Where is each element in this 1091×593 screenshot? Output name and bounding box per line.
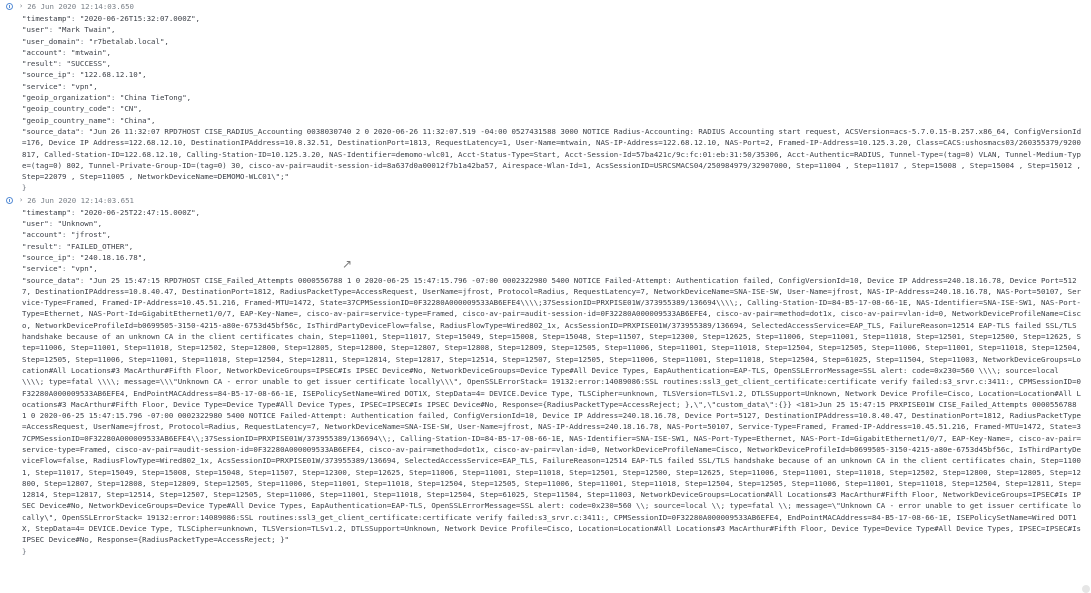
field-key: "account" (22, 230, 63, 240)
field-key: "user" (22, 219, 49, 229)
json-field: "account": "mtwain", (22, 47, 111, 57)
field-key: "result" (22, 59, 58, 69)
field-value: "jfrost", (70, 230, 111, 240)
log-entry (6, 194, 1082, 557)
field-key: "geoip_organization" (22, 93, 111, 103)
field-key: "source_ip" (22, 252, 71, 262)
log-viewer (6, 0, 1082, 557)
field-key: "account" (22, 47, 63, 57)
field-value: "Mark Twain", (57, 25, 116, 35)
field-value: "Unknown", (57, 219, 103, 229)
json-field: "geoip_country_code": "CN", (22, 104, 143, 114)
field-value: "240.18.16.78", (79, 252, 147, 262)
field-value: "r7betalab.local", (88, 36, 169, 46)
field-key: "source_data" (22, 126, 80, 136)
chevron-down-icon[interactable]: › (19, 2, 24, 10)
log-entry (6, 0, 1082, 194)
field-key: "result" (22, 241, 58, 251)
field-value: "CN", (119, 104, 143, 114)
field-value: "122.68.12.10", (79, 70, 147, 80)
entry-timestamp: 26 Jun 2020 12:14:03.650 (27, 2, 135, 11)
source-data-field: "source_data": "Jun 25 15:47:15 RPD7HOST CISE_Failed_Attempts 0000556788 1 0 2020-06-25 15:47:15.796 -07:00 0002322980 5400 NOTICE Failed-Attempt: Authentication failed, ConfigVersionId=10, Device IP Address=240.18.16.78, Device Port=5127, DestinationIPAddress=10.8.40.47, DestinationPort=1812, RadiusPacketType=AccessRequest, UserName=jfrost, Protocol=Radius, RequestLatency=7, NetworkDeviceName=SNA-ISE-SW, User-Name=jfrost, NAS-IP-Address=240.18.16.78, NAS-Port=50107, Service-Type=Framed, Framed-IP-Address=10.45.51.216, Framed-MTU=1472, State=37CPMSessionID=0F32280A000009533AB6EFE4\\\\;37SessionID=PRXPISE01W/373955389/136694\\\\;, Calling-Station-ID=84-B5-17-08-66-1E, NAS-Identifier=SNA-ISE-SW1, NAS-Port-Type=Ethernet, NAS-Port-Id=GigabitEthernet1/0/7, EAP-Key-Name=, cisco-av-pair=service-type=Framed, cisco-av-pair=audit-session-id=0F32280A000009533AB6EFE4, cisco-av-pair=method=dot1x, cisco-av-pair=vlan-id=0, NetworkDeviceProfileName=Cisco, NetworkDeviceProfileId=b0699505-3150-4215-a80e-6753d45bf56c, IsThirdPartyDeviceFlow=false, RadiusFlowType=Wired802_1x, AcsSessionID=PRXPISE01W/373955389/136694, SelectedAccessService=EAP_TLS, FailureReason=12514 EAP-TLS failed SSL/TLS handshake because of an unknown CA in the client certificates chain, Step=11001, Step=11017, Step=15049, Step=15008, Step=15048, Step=11507, Step=12300, Step=12625, Step=11006, Step=11001, Step=11018, Step=12501, Step=12500, Step=12625, Step=11006, Step=11001, Step=11018, Step=12502, Step=12800, Step=12805, Step=12800, Step=12807, Step=12808, Step=12809, Step=12505, Step=11006, Step=11001, Step=11018, Step=12504, Step=12505, Step=11006, Step=11001, Step=11018, Step=12504, Step=12505, Step=11006, Step=11001, Step=11018, Step=12504, Step=12811, Step=12814, Step=12817, Step=12514, Step=12507, Step=12505, Step=11006, Step=11001, Step=11018, Step=12504, Step=61025, Step=11504, Step=11003, NetworkDeviceGroups=Location#All Locations#3 MacArthur#Fifth Floor, NetworkDeviceGroups=IPSEC#Is IPSEC Device#No, NetworkDeviceGroups=Device Type#All Device Types, EapAuthentication=EAP-TLS, OpenSSLErrorMessage=SSL alert: code=0x230=560 \\\\; source=local \\\\; type=fatal \\\\; message=\\\"Unknown CA - error unable to get issuer certificate locally\\\", OpenSSLErrorStack= 19132:error:14089086:SSL routines:ssl3_get_client_certificate:certificate verify failed:s3_srvr.c:3411:, CPMSessionID=0F32280A000009533AB6EFE4, EndPointMACAddress=84-B5-17-08-66-1E, ISEPolicySetName=Wired DOT1X, StepData=4= DEVICE.Device Type, TLSCipher=unknown, TLSVersion=TLSv1.2, DTLSSupport=Unknown, Network Device Profile=Cisco, Location=Location#All Locations#3 MacArthur#Fifth Floor, Device Type=Device Type#All Device Types, IPSEC=IPSEC#Is IPSEC Device#No, Response={RadiusPacketType=AccessReject; },\",\"custom_data\":{}} <181>Jun 25 15:47:15 PRXPISE01W CISE_Failed_Attempts 0000556788 1 0 2020-06-25 15:47:15.796 -07:00 0002322980 5400 NOTICE Failed-Attempt: Authentication failed, ConfigVersionId=10, Device IP Address=240.18.16.78, Device Port=5127, DestinationIPAddress=10.8.40.47, DestinationPort=1812, RadiusPacketType=AccessRequest, UserName=jfrost, Protocol=Radius, RequestLatency=7, NetworkDeviceName=SNA-ISE-SW, User-Name=jfrost, NAS-IP-Address=240.18.16.78, NAS-Port=50107, Service-Type=Framed, Framed-IP-Address=10.45.51.216, Framed-MTU=1472, State=37CPMSessionID=0F32280A000009533AB6EFE4\\;37SessionID=PRXPISE01W/373955389/136694\\;, Calling-Station-ID=84-B5-17-08-66-1E, NAS-Identifier=SNA-ISE-SW1, NAS-Port-Type=Ethernet, NAS-Port-Id=GigabitEthernet1/0/7, EAP-Key-Name=, cisco-av-pair=service-type=Framed, cisco-av-pair=audit-session-id=0F32280A000009533AB6EFE4, cisco-av-pair=method=dot1x, cisco-av-pair=vlan-id=0, NetworkDeviceProfileName=Cisco, NetworkDeviceProfileId=b0699505-3150-4215-a80e-6753d45bf56c, IsThirdPartyDeviceFlow=false, RadiusFlowType=Wired802_1x, AcsSessionID=PRXPISE01W/373955389/136694, SelectedAccessService=EAP_TLS, FailureReason=12514 EAP-TLS failed SSL/TLS handshake because of an unknown CA in the client certificates chain, Step=11001, Step=11017, Step=15049, Step=15008, Step=15048, Step=11507, Step=12300, Step=12625, Step=11006, Step=11001, Step=11018, Step=12501, Step=12500, Step=12625, Step=11006, Step=11001, Step=11018, Step=12502, Step=12800, Step=12805, Step=12800, Step=12807, Step=12808, Step=12809, Step=12505, Step=11006, Step=11001, Step=11018, Step=12504, Step=12505, Step=11006, Step=11001, Step=11018, Step=12504, Step=12505, Step=11006, Step=11001, Step=11018, Step=12504, Step=12811, Step=12814, Step=12817, Step=12514, Step=12507, Step=12505, Step=11006, Step=11001, Step=11018, Step=12504, Step=61025, Step=11504, Step=11003, NetworkDeviceGroups=Location#All Locations#3 MacArthur#Fifth Floor, NetworkDeviceGroups=IPSEC#Is IPSEC Device#No, NetworkDeviceGroups=Device Type#All Device Types, EapAuthentication=EAP-TLS, OpenSSLErrorMessage=SSL alert: code=0x230=560 \\; source=local \\; type=fatal \\; message=\"Unknown CA - error unable to get issuer certificate locally\", OpenSSLErrorStack= 19132:error:14089086:SSL routines:ssl3_get_client_certificate:certificate verify failed:s3_srvr.c:3411:, CPMSessionID=0F32280A000009533AB6EFE4, EndPointMACAddress=84-B5-17-08-66-1E, ISEPolicySetName=Wired DOT1X, StepData=4= DEVICE.Device Type, TLSCipher=unknown, TLSVersion=TLSv1.2, DTLSSupport=Unknown, Network Device Profile=Cisco, Location=Location#All Locations#3 MacArthur#Fifth Floor, Device Type=Device Type#All Device Types, IPSEC=IPSEC#Is IPSEC Device#No, Response={RadiusPacketType=AccessReject; }" (22, 275, 1081, 545)
mouse-cursor-icon: ↗ (342, 257, 353, 271)
json-field: "geoip_country_name": "China", (22, 115, 156, 125)
entry-header[interactable] (6, 194, 1082, 207)
field-value: "Jun 26 11:32:07 RPD7HOST CISE_RADIUS_Accounting 0038030740 2 0 2020-06-26 11:32:07.519 -04:00 0527431588 3000 NOTICE Radius-Accounting: RADIUS Accounting start request, ACSVersion=acs-5.7.0.15-B.257.x86_64, ConfigVersionId=176, Device IP Address=122.68.12.10, DestinationIPAddress=10.8.32.51, DestinationPort=1813, RequestLatency=1, User-Name=mtwain, NAS-IP-Address=122.68.12.10, NAS-Port=2, Framed-IP-Address=10.125.3.20, Class=CACS:ushosmacs03/260355379/9200817, Called-Station-ID=122.68.12.10, Calling-Station-ID=10.125.3.20, NAS-Identifier=demomo-wlc01, Acct-Status-Type=Start, Acct-Session-Id=57ba421c/9c:fc:01:eb:31:50/35306, Acct-Authentic=RADIUS, Tunnel-Type=(tag=0) VLAN, Tunnel-Medium-Type=(tag=0) 802, Tunnel-Private-Group-ID=(tag=0) 30, cisco-av-pair=audit-session-id=8a637d0a00012f7b1a42ba57, Airespace-Wlan-Id=1, AcsSessionID=USRCSMACS04/250984979/32907000, Step=11004 , Step=11017 , Step=15008 , Step=15004 , Step=15012 , Step=22079 , Step=11005 , NetworkDeviceName=DEMOMO-WLC01\";" (22, 126, 1082, 182)
field-value: "vpn", (70, 264, 98, 274)
field-key: "timestamp" (22, 14, 71, 23)
entry-header[interactable] (6, 0, 1082, 13)
json-field: "service": "vpn", (22, 81, 98, 91)
info-circle-icon[interactable] (6, 3, 13, 10)
json-field: "user_domain": "r7betalab.local", (22, 36, 169, 46)
field-value: "Jun 25 15:47:15 RPD7HOST CISE_Failed_Attempts 0000556788 1 0 2020-06-25 15:47:15.796 -07:00 0002322980 5400 NOTICE Failed-Attempt: Authentication failed, ConfigVersionId=10, Device IP Address=240.18.16.78, Device Port=5127, DestinationIPAddress=10.8.40.47, DestinationPort=1812, RadiusPacketType=AccessRequest, UserName=jfrost, Protocol=Radius, RequestLatency=7, NetworkDeviceName=SNA-ISE-SW, User-Name=jfrost, NAS-IP-Address=240.18.16.78, NAS-Port=50107, Service-Type=Framed, Framed-IP-Address=10.45.51.216, Framed-MTU=1472, State=37CPMSessionID=0F32280A000009533AB6EFE4\\\\;37SessionID=PRXPISE01W/373955389/136694\\\\;, Calling-Station-ID=84-B5-17-08-66-1E, NAS-Identifier=SNA-ISE-SW1, NAS-Port-Type=Ethernet, NAS-Port-Id=GigabitEthernet1/0/7, EAP-Key-Name=, cisco-av-pair=service-type=Framed, cisco-av-pair=audit-session-id=0F32280A000009533AB6EFE4, cisco-av-pair=method=dot1x, cisco-av-pair=vlan-id=0, NetworkDeviceProfileName=Cisco, NetworkDeviceProfileId=b0699505-3150-4215-a80e-6753d45bf56c, IsThirdPartyDeviceFlow=false, RadiusFlowType=Wired802_1x, AcsSessionID=PRXPISE01W/373955389/136694, SelectedAccessService=EAP_TLS, FailureReason=12514 EAP-TLS failed SSL/TLS handshake because of an unknown CA in the client certificates chain, Step=11001, Step=11017, Step=15049, Step=15008, Step=15048, Step=11507, Step=12300, Step=12625, Step=11006, Step=11001, Step=11018, Step=12501, Step=12500, Step=12625, Step=11006, Step=11001, Step=11018, Step=12502, Step=12800, Step=12805, Step=12800, Step=12807, Step=12808, Step=12809, Step=12505, Step=11006, Step=11001, Step=11018, Step=12504, Step=12505, Step=11006, Step=11001, Step=11018, Step=12504, Step=12505, Step=11006, Step=11001, Step=11018, Step=12504, Step=12811, Step=12814, Step=12817, Step=12514, Step=12507, Step=12505, Step=11006, Step=11001, Step=11018, Step=12504, Step=61025, Step=11504, Step=11003, NetworkDeviceGroups=Location#All Locations#3 MacArthur#Fifth Floor, NetworkDeviceGroups=IPSEC#Is IPSEC Device#No, NetworkDeviceGroups=Device Type#All Device Types, EapAuthentication=EAP-TLS, OpenSSLErrorMessage=SSL alert: code=0x230=560 \\\\; source=local \\\\; type=fatal \\\\; message=\\\"Unknown CA - error unable to get issuer certificate locally\\\", OpenSSLErrorStack= 19132:error:14089086:SSL routines:ssl3_get_client_certificate:certificate verify failed:s3_srvr.c:3411:, CPMSessionID=0F32280A000009533AB6EFE4, EndPointMACAddress=84-B5-17-08-66-1E, ISEPolicySetName=Wired DOT1X, StepData=4= DEVICE.Device Type, TLSCipher=unknown, TLSVersion=TLSv1.2, DTLSSupport=Unknown, Network Device Profile=Cisco, Location=Location#All Locations#3 MacArthur#Fifth Floor, Device Type=Device Type#All Device Types, IPSEC=IPSEC#Is IPSEC Device#No, Response={RadiusPacketType=AccessReject; },\",\"custom_data\":{}} <181>Jun 25 15:47:15 PRXPISE01W CISE_Failed_Attempts 0000556788 1 0 2020-06-25 15:47:15.796 -07:00 0002322980 5400 NOTICE Failed-Attempt: Authentication failed, ConfigVersionId=10, Device IP Address=240.18.16.78, Device Port=5127, DestinationIPAddress=10.8.40.47, DestinationPort=1812, RadiusPacketType=AccessRequest, UserName=jfrost, Protocol=Radius, RequestLatency=7, NetworkDeviceName=SNA-ISE-SW, User-Name=jfrost, NAS-IP-Address=240.18.16.78, NAS-Port=50107, Service-Type=Framed, Framed-IP-Address=10.45.51.216, Framed-MTU=1472, State=37CPMSessionID=0F32280A000009533AB6EFE4\\;37SessionID=PRXPISE01W/373955389/136694\\;, Calling-Station-ID=84-B5-17-08-66-1E, NAS-Identifier=SNA-ISE-SW1, NAS-Port-Type=Ethernet, NAS-Port-Id=GigabitEthernet1/0/7, EAP-Key-Name=, cisco-av-pair=service-type=Framed, cisco-av-pair=audit-session-id=0F32280A000009533AB6EFE4, cisco-av-pair=method=dot1x, cisco-av-pair=vlan-id=0, NetworkDeviceProfileName=Cisco, NetworkDeviceProfileId=b0699505-3150-4215-a80e-6753d45bf56c, IsThirdPartyDeviceFlow=false, RadiusFlowType=Wired802_1x, AcsSessionID=PRXPISE01W/373955389/136694, SelectedAccessService=EAP_TLS, FailureReason=12514 EAP-TLS failed SSL/TLS handshake because of an unknown CA in the client certificates chain, Step=11001, Step=11017, Step=15049, Step=15008, Step=15048, Step=11507, Step=12300, Step=12625, Step=11006, Step=11001, Step=11018, Step=12501, Step=12500, Step=12625, Step=11006, Step=11001, Step=11018, Step=12502, Step=12800, Step=12805, Step=12800, Step=12807, Step=12808, Step=12809, Step=12505, Step=11006, Step=11001, Step=11018, Step=12504, Step=12505, Step=11006, Step=11001, Step=11018, Step=12504, Step=12505, Step=11006, Step=11001, Step=11018, Step=12504, Step=12811, Step=12814, Step=12817, Step=12514, Step=12507, Step=12505, Step=11006, Step=11001, Step=11018, Step=12504, Step=61025, Step=11504, Step=11003, NetworkDeviceGroups=Location#All Locations#3 MacArthur#Fifth Floor, NetworkDeviceGroups=IPSEC#Is IPSEC Device#No, NetworkDeviceGroups=Device Type#All Device Types, EapAuthentication=EAP-TLS, OpenSSLErrorMessage=SSL alert: code=0x230=560 \\; source=local \\; type=fatal \\; message=\"Unknown CA - error unable to get issuer certificate locally\", OpenSSLErrorStack= 19132:error:14089086:SSL routines:ssl3_get_client_certificate:certificate verify failed:s3_srvr.c:3411:, CPMSessionID=0F32280A000009533AB6EFE4, EndPointMACAddress=84-B5-17-08-66-1E, ISEPolicySetName=Wired DOT1X, StepData=4= DEVICE.Device Type, TLSCipher=unknown, TLSVersion=TLSv1.2, DTLSSupport=Unknown, Network Device Profile=Cisco, Location=Location#All Locations#3 MacArthur#Fifth Floor, Device Type=Device Type#All Device Types, IPSEC=IPSEC#Is IPSEC Device#No, Response={RadiusPacketType=AccessReject; }" (22, 275, 1081, 545)
json-field: "source_ip": "240.18.16.78", (22, 252, 147, 262)
field-key: "source_ip" (22, 70, 71, 80)
scrollbar[interactable] (1082, 0, 1091, 593)
field-value: "mtwain", (70, 47, 111, 57)
json-field: "timestamp": "2020-06-25T22:47:15.000Z", (22, 207, 200, 217)
field-value: "FAILED_OTHER", (66, 241, 134, 251)
field-key: "timestamp" (22, 207, 71, 217)
field-key: "geoip_country_code" (22, 104, 111, 114)
entry-timestamp: 26 Jun 2020 12:14:03.651 (27, 195, 135, 205)
field-value: "vpn", (70, 81, 98, 91)
field-value: "China TieTong", (119, 93, 192, 103)
field-value: "2020-06-25T22:47:15.000Z", (79, 207, 200, 217)
info-circle-icon[interactable] (6, 197, 13, 204)
json-field: "user": "Mark Twain", (22, 25, 116, 35)
json-field: "timestamp": "2020-06-26T15:32:07.000Z", (22, 14, 200, 23)
json-field: "result": "SUCCESS", (22, 59, 112, 69)
field-value: "China", (119, 115, 156, 125)
scroll-thumb[interactable] (1082, 585, 1090, 593)
json-field: "user": "Unknown", (22, 219, 103, 229)
field-key: "service" (22, 264, 63, 274)
json-field: "service": "vpn", (22, 264, 98, 274)
chevron-down-icon[interactable]: › (19, 195, 24, 204)
field-key: "service" (22, 81, 63, 91)
field-key: "user" (22, 25, 49, 35)
field-value: "2020-06-26T15:32:07.000Z", (79, 14, 200, 23)
source-data-field: "source_data": "Jun 26 11:32:07 RPD7HOST CISE_RADIUS_Accounting 0038030740 2 0 2020-06-26 11:32:07.519 -04:00 0527431588 3000 NOTICE Radius-Accounting: RADIUS Accounting start request, ACSVersion=acs-5.7.0.15-B.257.x86_64, ConfigVersionId=176, Device IP Address=122.68.12.10, DestinationIPAddress=10.8.32.51, DestinationPort=1813, RequestLatency=1, User-Name=mtwain, NAS-IP-Address=122.68.12.10, NAS-Port=2, Framed-IP-Address=10.125.3.20, Class=CACS:ushosmacs03/260355379/9200817, Called-Station-ID=122.68.12.10, Calling-Station-ID=10.125.3.20, NAS-Identifier=demomo-wlc01, Acct-Status-Type=Start, Acct-Session-Id=57ba421c/9c:fc:01:eb:31:50/35306, Acct-Authentic=RADIUS, Tunnel-Type=(tag=0) VLAN, Tunnel-Medium-Type=(tag=0) 802, Tunnel-Private-Group-ID=(tag=0) 30, cisco-av-pair=audit-session-id=8a637d0a00012f7b1a42ba57, Airespace-Wlan-Id=1, AcsSessionID=USRCSMACS04/250984979/32907000, Step=11004 , Step=11017 , Step=15008 , Step=15004 , Step=15012 , Step=22079 , Step=11005 , NetworkDeviceName=DEMOMO-WLC01\";" (22, 126, 1082, 182)
field-key: "geoip_country_name" (22, 115, 111, 125)
json-field: "result": "FAILED_OTHER", (22, 241, 134, 251)
json-field: "geoip_organization": "China TieTong", (22, 93, 192, 103)
field-key: "user_domain" (22, 36, 80, 46)
closing-brace: } (22, 183, 27, 193)
field-value: "SUCCESS", (66, 59, 112, 69)
field-key: "source_data" (22, 275, 80, 285)
closing-brace: } (22, 546, 27, 556)
json-field: "source_ip": "122.68.12.10", (22, 70, 147, 80)
json-field: "account": "jfrost", (22, 230, 111, 240)
